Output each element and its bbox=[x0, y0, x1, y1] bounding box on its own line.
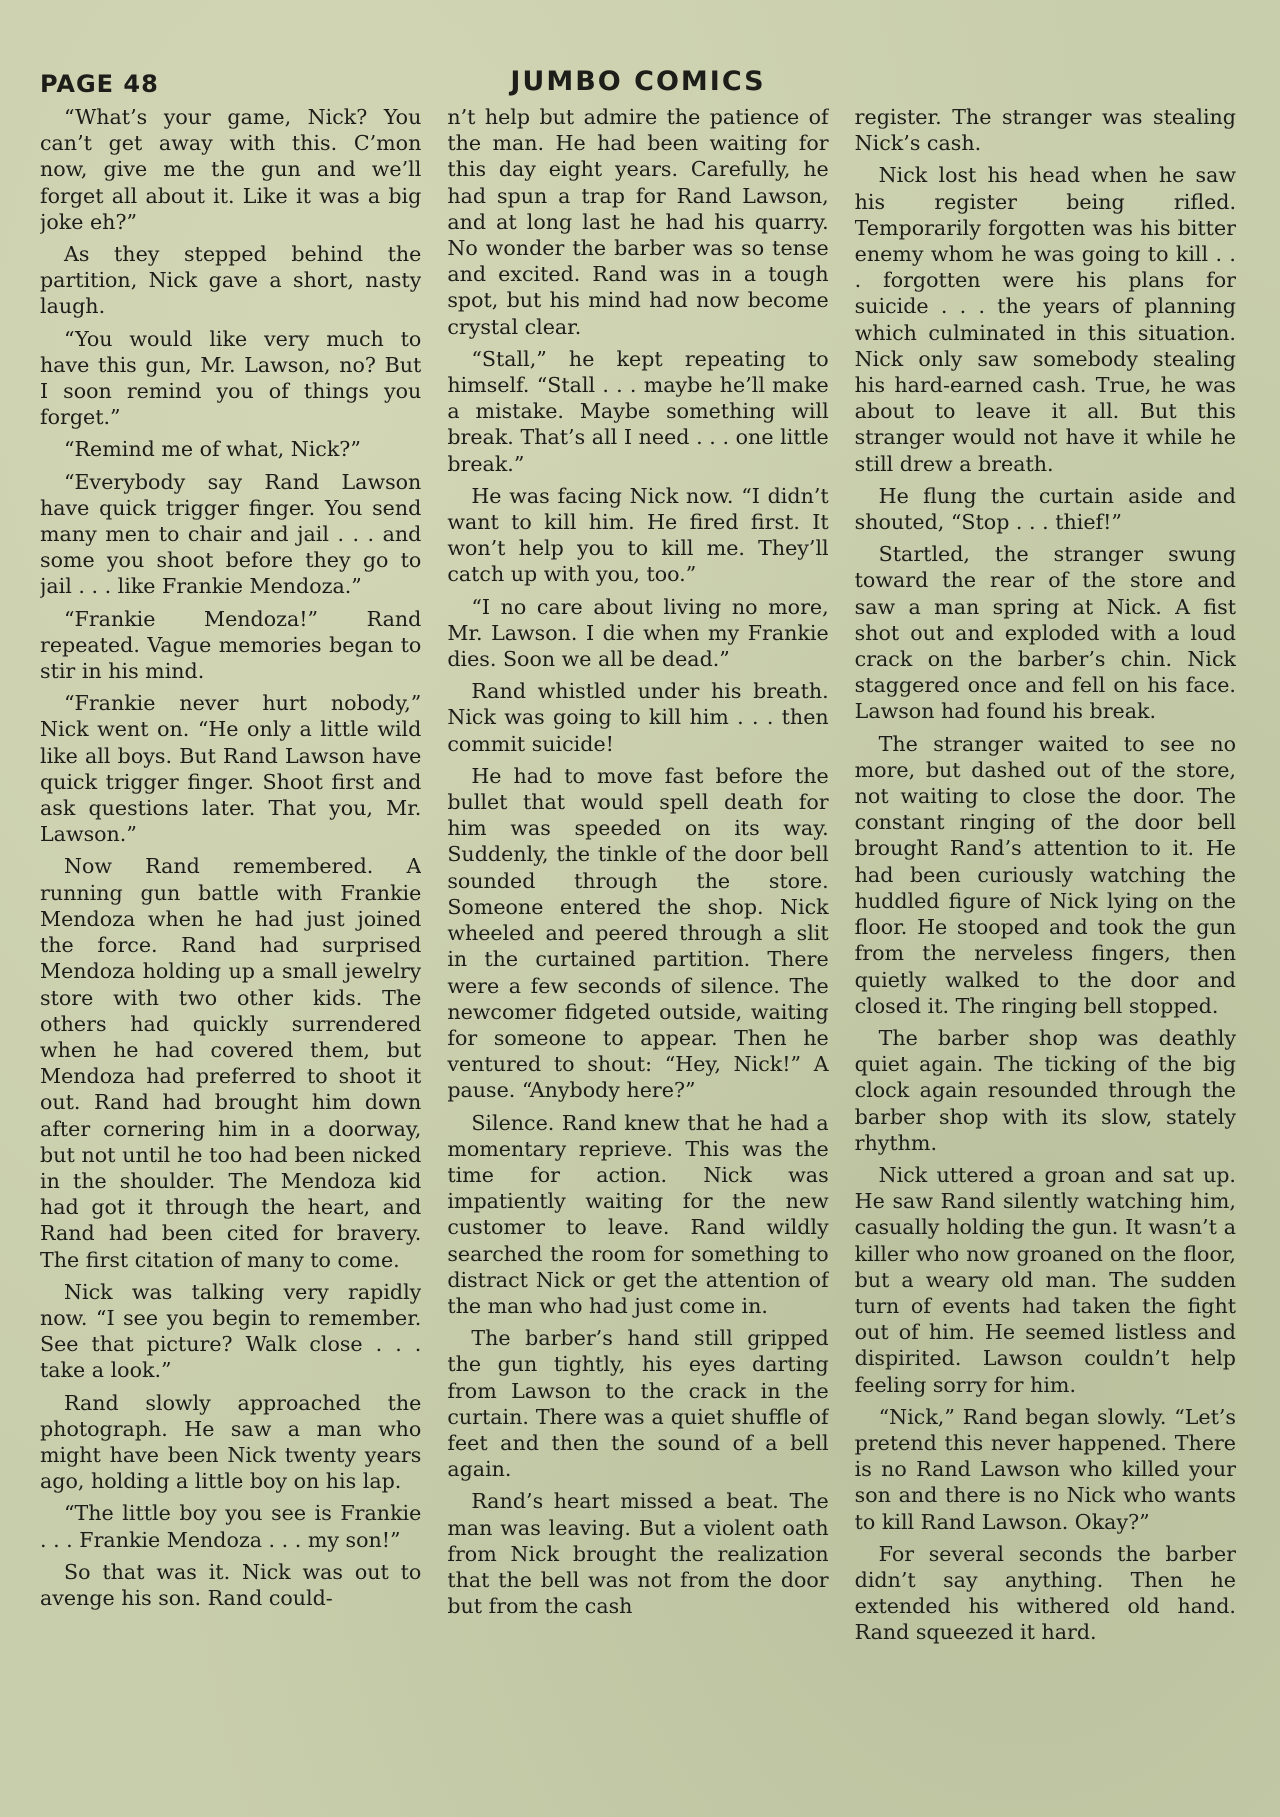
paragraph: “Everybody say Rand Lawson have quick trigger finger. You send many men to chair and jail . . . and some you shoot before they go to jail . . . like Frankie Mendoza.” bbox=[40, 469, 422, 599]
text-column-2 bbox=[447, 104, 828, 1804]
paragraph: The stranger waited to see no more, but dashed out of the store, not waiting to close the door. The constant ringing of the door bell brought Rand’s attention to it. He had been curiously watching the huddled figure of Nick lying on the floor. He stooped and took the gun from the nerveless fingers, then quietly walked to the door and closed it. The ringing bell stopped. bbox=[854, 731, 1236, 1018]
paragraph: “The little boy you see is Frankie . . . Frankie Mendoza . . . my son!” bbox=[40, 1501, 422, 1552]
paragraph: The barber shop was deathly quiet again. The ticking of the big clock again resounded through the barber shop with its slow, stately rhythm. bbox=[854, 1025, 1236, 1155]
paragraph: For several seconds the barber didn’t say anything. Then he extended his withered old hand. Rand squeezed it hard. bbox=[854, 1541, 1236, 1645]
paragraph: Silence. Rand knew that he had a momentary reprieve. This was the time for action. Nick was impatiently waiting for the new customer to leave. Rand wildly searched the room for something to distract Nick or get the attention of the man who had just come in. bbox=[447, 1110, 829, 1318]
paragraph: “Frankie never hurt nobody,” Nick went on. “He only a little wild like all boys. But Rand Lawson have quick trigger finger. Shoot first and ask questions later. That you, Mr. Lawson.” bbox=[40, 691, 422, 847]
paragraph: “What’s your game, Nick? You can’t get away with this. C’mon now, give me the gun and we’ll forget all about it. Like it was a big joke eh?” bbox=[40, 105, 422, 234]
text-columns bbox=[40, 104, 1236, 1804]
paragraph: Nick uttered a groan and sat up. He saw Rand silently watching him, casually holding the gun. It wasn’t a killer who now groaned on the floor, but a weary old man. The sudden turn of events had taken the fight out of him. He seemed listless and dispirited. Lawson couldn’t help feeling sorry for him. bbox=[854, 1162, 1236, 1397]
paragraph: He was facing Nick now. “I didn’t want to kill him. He fired first. It won’t help you to kill me. They’ll catch up with you, too.” bbox=[447, 483, 829, 587]
paragraph: Rand slowly approached the photograph. He saw a man who might have been Nick twenty years ago, holding a little boy on his lap. bbox=[40, 1390, 422, 1494]
page-number: PAGE 48 bbox=[40, 70, 159, 98]
paragraph: “Frankie Mendoza!” Rand repeated. Vague memories began to stir in his mind. bbox=[40, 606, 422, 684]
paragraph: “Stall,” he kept repeating to himself. “Stall . . . maybe he’ll make a mistake. Maybe something will break. That’s all I need . . . one little break.” bbox=[447, 346, 829, 476]
paragraph: Nick was talking very rapidly now. “I see you begin to remember. See that picture? Walk close . . . take a look.” bbox=[40, 1279, 422, 1383]
paragraph: He flung the curtain aside and shouted, “Stop . . . thief!” bbox=[854, 483, 1236, 535]
paragraph: “I no care about living no more, Mr. Lawson. I die when my Frankie dies. Soon we all be dead.” bbox=[447, 594, 829, 672]
paragraph: Now Rand remembered. A running gun battle with Frankie Mendoza when he had just joined the force. Rand had surprised Mendoza holding up a small jewelry store with two other kids. The others had quickly surrendered when he had covered them, but Mendoza had preferred to shoot it out. Rand had brought him down after cornering him in a doorway, but not until he too had been nicked in the shoulder. The Mendoza kid had got it through the heart, and Rand had been cited for bravery. The first citation of many to come. bbox=[40, 854, 422, 1272]
text-column-1 bbox=[40, 104, 421, 1804]
paragraph: “You would like very much to have this gun, Mr. Lawson, no? But I soon remind you of things you forget.” bbox=[40, 326, 422, 430]
paragraph: “Nick,” Rand began slowly. “Let’s pretend this never happened. There is no Rand Lawson who killed your son and there is no Nick who wants to kill Rand Lawson. Okay?” bbox=[854, 1404, 1236, 1534]
paragraph: So that was it. Nick was out to avenge his son. Rand could- bbox=[40, 1559, 422, 1610]
magazine-title: JUMBO COMICS bbox=[510, 66, 766, 97]
paragraph: The barber’s hand still gripped the gun tightly, his eyes darting from Lawson to the crack in the curtain. There was a quiet shuffle of feet and then the sound of a bell again. bbox=[447, 1326, 829, 1482]
paragraph: n’t help but admire the patience of the man. He had been waiting for this day eight years. Carefully, he had spun a trap for Rand Lawson, and at long last he had his quarry. No wonder the barber was so tense and excited. Rand was in a tough spot, but his mind had now become crystal clear. bbox=[447, 105, 829, 339]
paragraph: “Remind me of what, Nick?” bbox=[64, 437, 361, 462]
paragraph: Rand’s heart missed a beat. The man was leaving. But a violent oath from Nick brought the realization that the bell was not from the door but from the cash bbox=[447, 1489, 829, 1619]
paragraph: register. The stranger was stealing Nick’s cash. bbox=[854, 105, 1236, 156]
paragraph: Startled, the stranger swung toward the rear of the store and saw a man spring at Nick. A fist shot out and exploded with a loud crack on the barber’s chin. Nick staggered once and fell on his face. Lawson had found his break. bbox=[854, 542, 1236, 724]
text-column-3 bbox=[855, 104, 1236, 1804]
paragraph: He had to move fast before the bullet that would spell death for him was speeded on its way. Suddenly, the tinkle of the door bell sounded through the store. Someone entered the shop. Nick wheeled and peered through a slit in the curtained partition. There were a few seconds of silence. The newcomer fidgeted outside, waiting for someone to appear. Then he ventured to shout: “Hey, Nick!” A pause. “Anybody here?” bbox=[447, 763, 829, 1103]
paragraph: Rand whistled under his breath. Nick was going to kill him . . . then commit suicide! bbox=[447, 679, 829, 756]
paragraph: Nick lost his head when he saw his register being rifled. Temporarily forgotten was his bitter enemy whom he was going to kill . . . forgotten were his plans for suicide . . . the years of planning which culminated in this situation. Nick only saw somebody stealing his hard-earned cash. True, he was about to leave it all. But this stranger would not have it while he still drew a breath. bbox=[854, 163, 1236, 476]
page-header bbox=[40, 62, 1236, 104]
paragraph: As they stepped behind the partition, Nick gave a short, nasty laugh. bbox=[40, 242, 422, 319]
